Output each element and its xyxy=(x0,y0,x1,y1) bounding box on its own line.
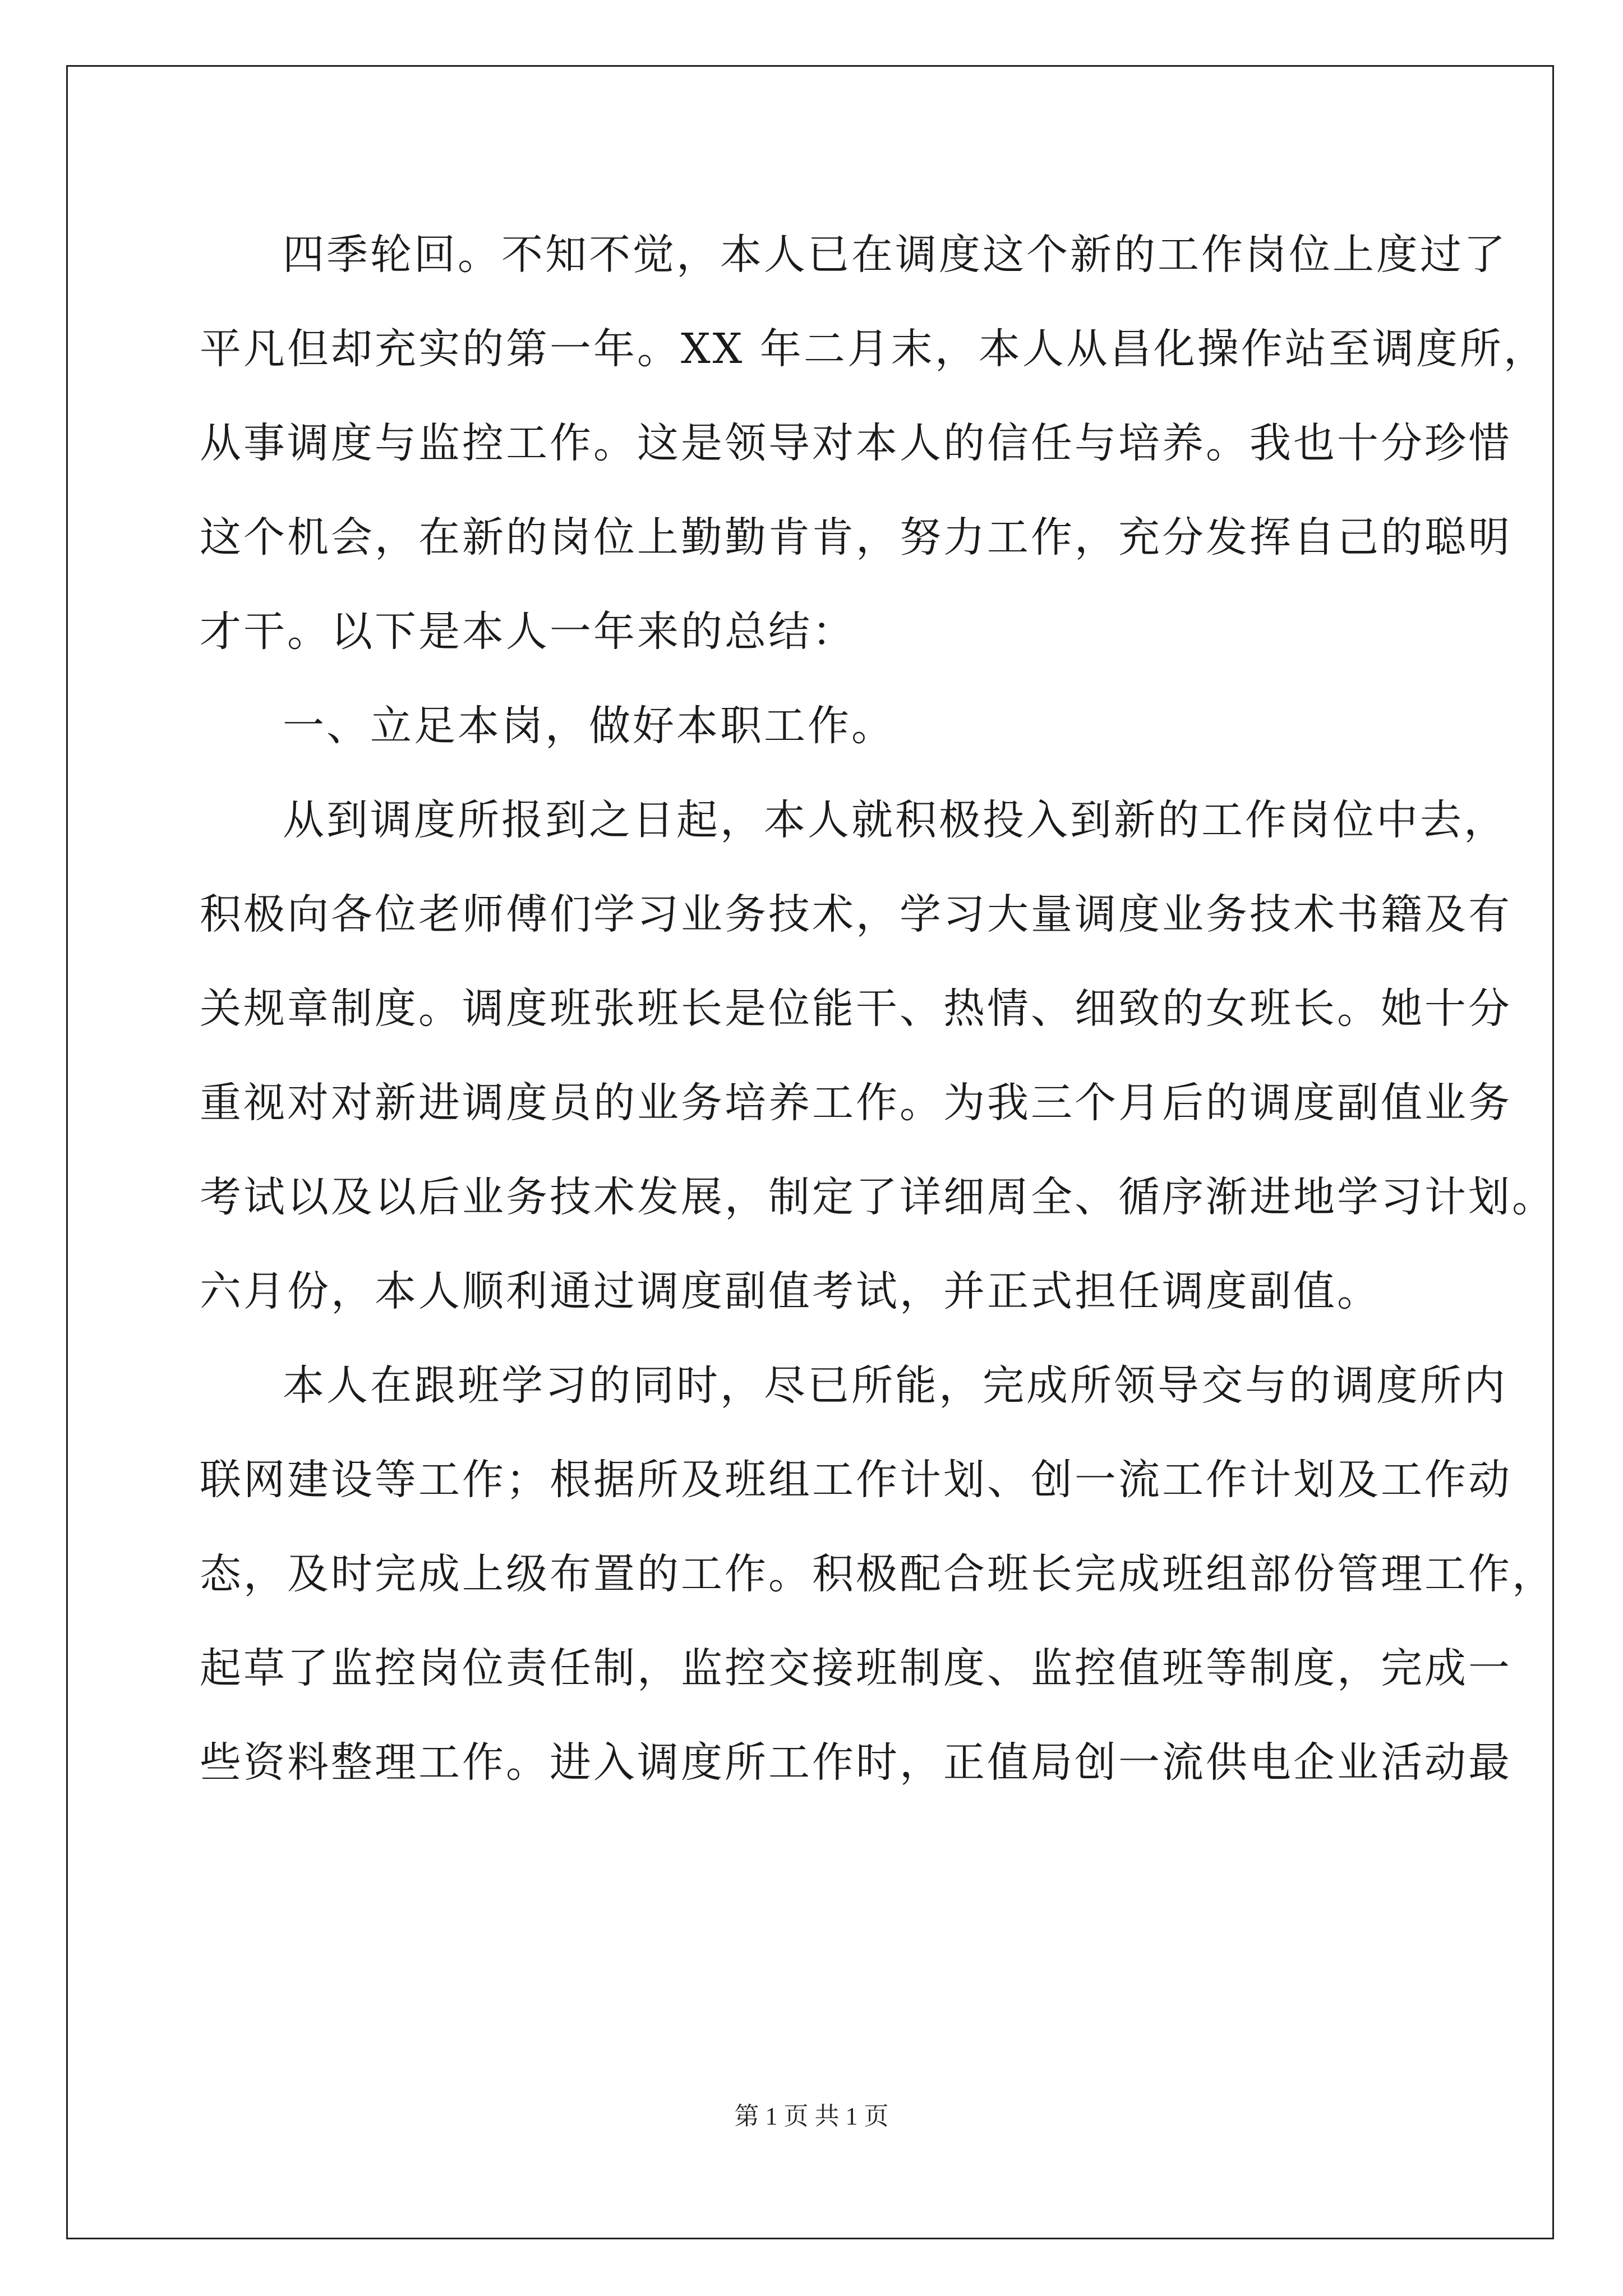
paragraph-4-line-1: 本人在跟班学习的同时，尽已所能，完成所领导交与的调度所内 xyxy=(283,1361,1507,1410)
paragraph-4-line-4: 起草了监控岗位责任制，监控交接班制度、监控值班等制度，完成一 xyxy=(200,1644,1512,1692)
section-heading: 一、立足本岗，做好本职工作。 xyxy=(283,702,895,750)
page-footer: 第 1 页 共 1 页 xyxy=(734,2102,889,2130)
paragraph-1-line-1: 四季轮回。不知不觉，本人已在调度这个新的工作岗位上度过了 xyxy=(283,231,1507,279)
document-body xyxy=(200,208,1556,1810)
paragraph-3-line-3: 关规章制度。调度班张班长是位能干、热情、细致的女班长。她十分 xyxy=(200,984,1512,1033)
paragraph-1-line-5: 才干。以下是本人一年来的总结： xyxy=(200,608,856,656)
paragraph-3-line-1: 从到调度所报到之日起，本人就积极投入到新的工作岗位中去， xyxy=(283,796,1507,844)
paragraph-4-line-2: 联网建设等工作；根据所及班组工作计划、创一流工作计划及工作动 xyxy=(200,1456,1512,1504)
paragraph-3-line-4: 重视对对新进调度员的业务培养工作。为我三个月后的调度副值业务 xyxy=(200,1079,1512,1127)
paragraph-3-line-5: 考试以及以后业务技术发展，制定了详细周全、循序渐进地学习计划。 xyxy=(200,1173,1556,1221)
paragraph-4-line-5: 些资料整理工作。进入调度所工作时，正值局创一流供电企业活动最 xyxy=(200,1738,1512,1787)
paragraph-4-line-3: 态，及时完成上级布置的工作。积极配合班长完成班组部份管理工作， xyxy=(200,1550,1556,1598)
paragraph-1-line-3: 从事调度与监控工作。这是领导对本人的信任与培养。我也十分珍惜 xyxy=(200,419,1512,467)
paragraph-3-line-6: 六月份，本人顺利通过调度副值考试，并正式担任调度副值。 xyxy=(200,1267,1381,1315)
paragraph-1-line-2: 平凡但却充实的第一年。XX 年二月末，本人从昌化操作站至调度所， xyxy=(200,325,1547,373)
paragraph-3-line-2: 积极向各位老师傅们学习业务技术，学习大量调度业务技术书籍及有 xyxy=(200,890,1512,938)
paragraph-1-line-4: 这个机会，在新的岗位上勤勤肯肯，努力工作，充分发挥自己的聪明 xyxy=(200,513,1512,562)
